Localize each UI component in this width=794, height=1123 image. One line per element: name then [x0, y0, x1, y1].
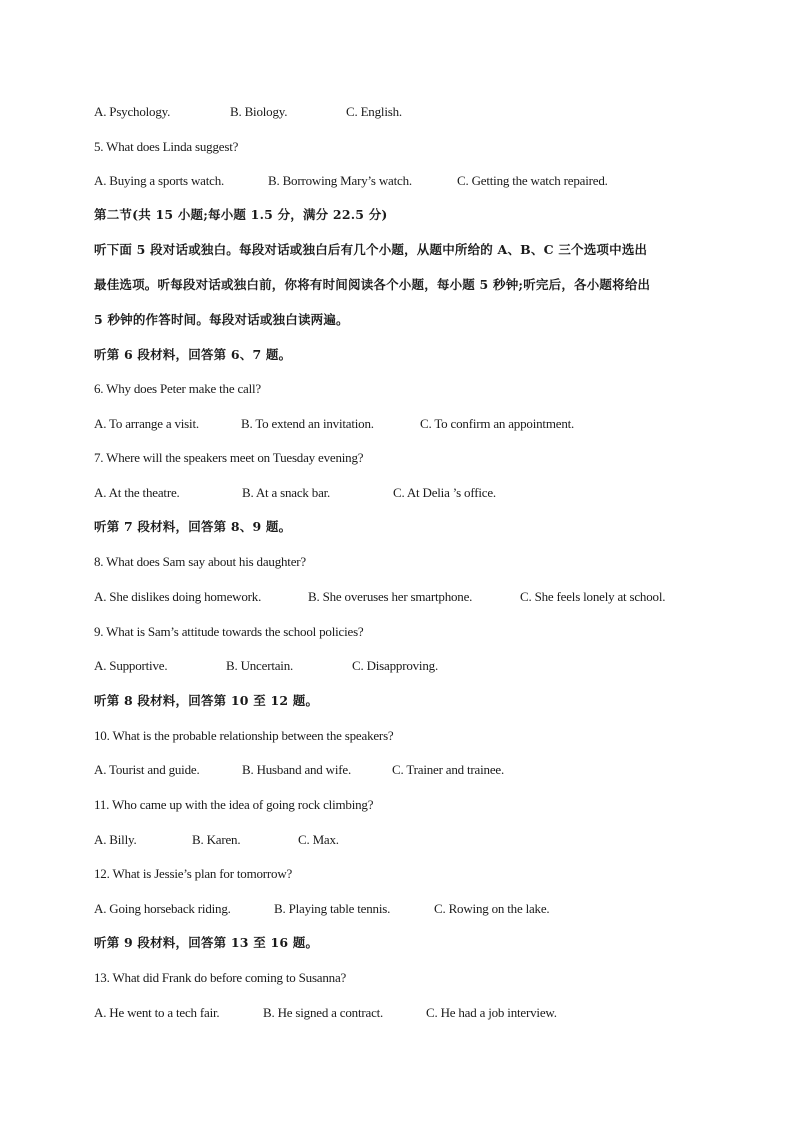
- question-text: 5. What does Linda suggest?: [94, 139, 239, 154]
- question-text: 6. Why does Peter make the call?: [94, 381, 261, 396]
- answer-option-b: B. Karen.: [192, 832, 241, 847]
- answer-option-a: A. At the theatre.: [94, 485, 180, 500]
- answer-option-a: A. Going horseback riding.: [94, 901, 231, 916]
- answer-option-a: A. Supportive.: [94, 658, 168, 673]
- answer-options: [0, 658, 794, 674]
- answer-option-c: C. She feels lonely at school.: [520, 589, 666, 604]
- answer-option-c: C. Max.: [298, 832, 339, 847]
- answer-option-b: B. She overuses her smartphone.: [308, 589, 473, 604]
- answer-option-c: C. Trainer and trainee.: [392, 762, 505, 777]
- section-instruction: 听第 8 段材料，回答第 10 至 12 题。: [94, 693, 319, 708]
- answer-option-a: A. Psychology.: [94, 104, 171, 119]
- answer-option-b: B. To extend an invitation.: [241, 416, 374, 431]
- answer-option-b: B. Husband and wife.: [242, 762, 352, 777]
- answer-option-c: C. Getting the watch repaired.: [457, 173, 608, 188]
- section-instruction: 听第 7 段材料，回答第 8、9 题。: [94, 519, 292, 534]
- answer-option-a: A. She dislikes doing homework.: [94, 589, 262, 604]
- answer-option-b: B. Playing table tennis.: [274, 901, 391, 916]
- answer-option-b: B. Uncertain.: [226, 658, 294, 673]
- answer-option-c: C. Rowing on the lake.: [434, 901, 550, 916]
- answer-option-a: A. He went to a tech fair.: [94, 1005, 220, 1020]
- answer-option-a: A. To arrange a visit.: [94, 416, 199, 431]
- question-text: 12. What is Jessie’s plan for tomorrow?: [94, 866, 293, 881]
- answer-options: [0, 832, 794, 848]
- question-text: 8. What does Sam say about his daughter?: [94, 554, 306, 569]
- section-instruction: 听下面 5 段对话或独白。每段对话或独白后有几个小题，从题中所给的 A、B、C 三个选项中选出: [94, 242, 648, 257]
- answer-options: [0, 589, 794, 605]
- answer-option-a: A. Billy.: [94, 832, 137, 847]
- answer-option-b: B. Biology.: [230, 104, 288, 119]
- answer-options: [0, 901, 794, 917]
- answer-options: [0, 1005, 794, 1021]
- answer-options: [0, 485, 794, 501]
- answer-option-b: B. At a snack bar.: [242, 485, 331, 500]
- question-text: 10. What is the probable relationship between the speakers?: [94, 728, 394, 743]
- section-instruction: 5 秒钟的作答时间。每段对话或独白读两遍。: [94, 312, 349, 327]
- answer-option-a: A. Tourist and guide.: [94, 762, 200, 777]
- answer-option-c: C. English.: [346, 104, 402, 119]
- answer-option-c: C. Disapproving.: [352, 658, 438, 673]
- question-text: 13. What did Frank do before coming to Susanna?: [94, 970, 347, 985]
- section-instruction: 第二节(共 15 小题;每小题 1.5 分，满分 22.5 分): [94, 207, 388, 222]
- answer-options: [0, 173, 794, 189]
- answer-option-a: A. Buying a sports watch.: [94, 173, 225, 188]
- question-text: 7. Where will the speakers meet on Tuesday evening?: [94, 450, 364, 465]
- answer-options: [0, 416, 794, 432]
- section-instruction: 听第 9 段材料，回答第 13 至 16 题。: [94, 935, 319, 950]
- answer-option-c: C. He had a job interview.: [426, 1005, 557, 1020]
- section-instruction: 听第 6 段材料，回答第 6、7 题。: [94, 347, 292, 362]
- answer-options: [0, 762, 794, 778]
- question-text: 9. What is Sam’s attitude towards the school policies?: [94, 624, 364, 639]
- answer-options: [0, 104, 794, 120]
- section-instruction: 最佳选项。听每段对话或独白前，你将有时间阅读各个小题，每小题 5 秒钟;听完后，各小题将给出: [94, 277, 651, 292]
- question-text: 11. Who came up with the idea of going rock climbing?: [94, 797, 374, 812]
- answer-option-b: B. He signed a contract.: [263, 1005, 384, 1020]
- answer-option-c: C. To confirm an appointment.: [420, 416, 575, 431]
- answer-option-c: C. At Delia ’s office.: [393, 485, 496, 500]
- answer-option-b: B. Borrowing Mary’s watch.: [268, 173, 412, 188]
